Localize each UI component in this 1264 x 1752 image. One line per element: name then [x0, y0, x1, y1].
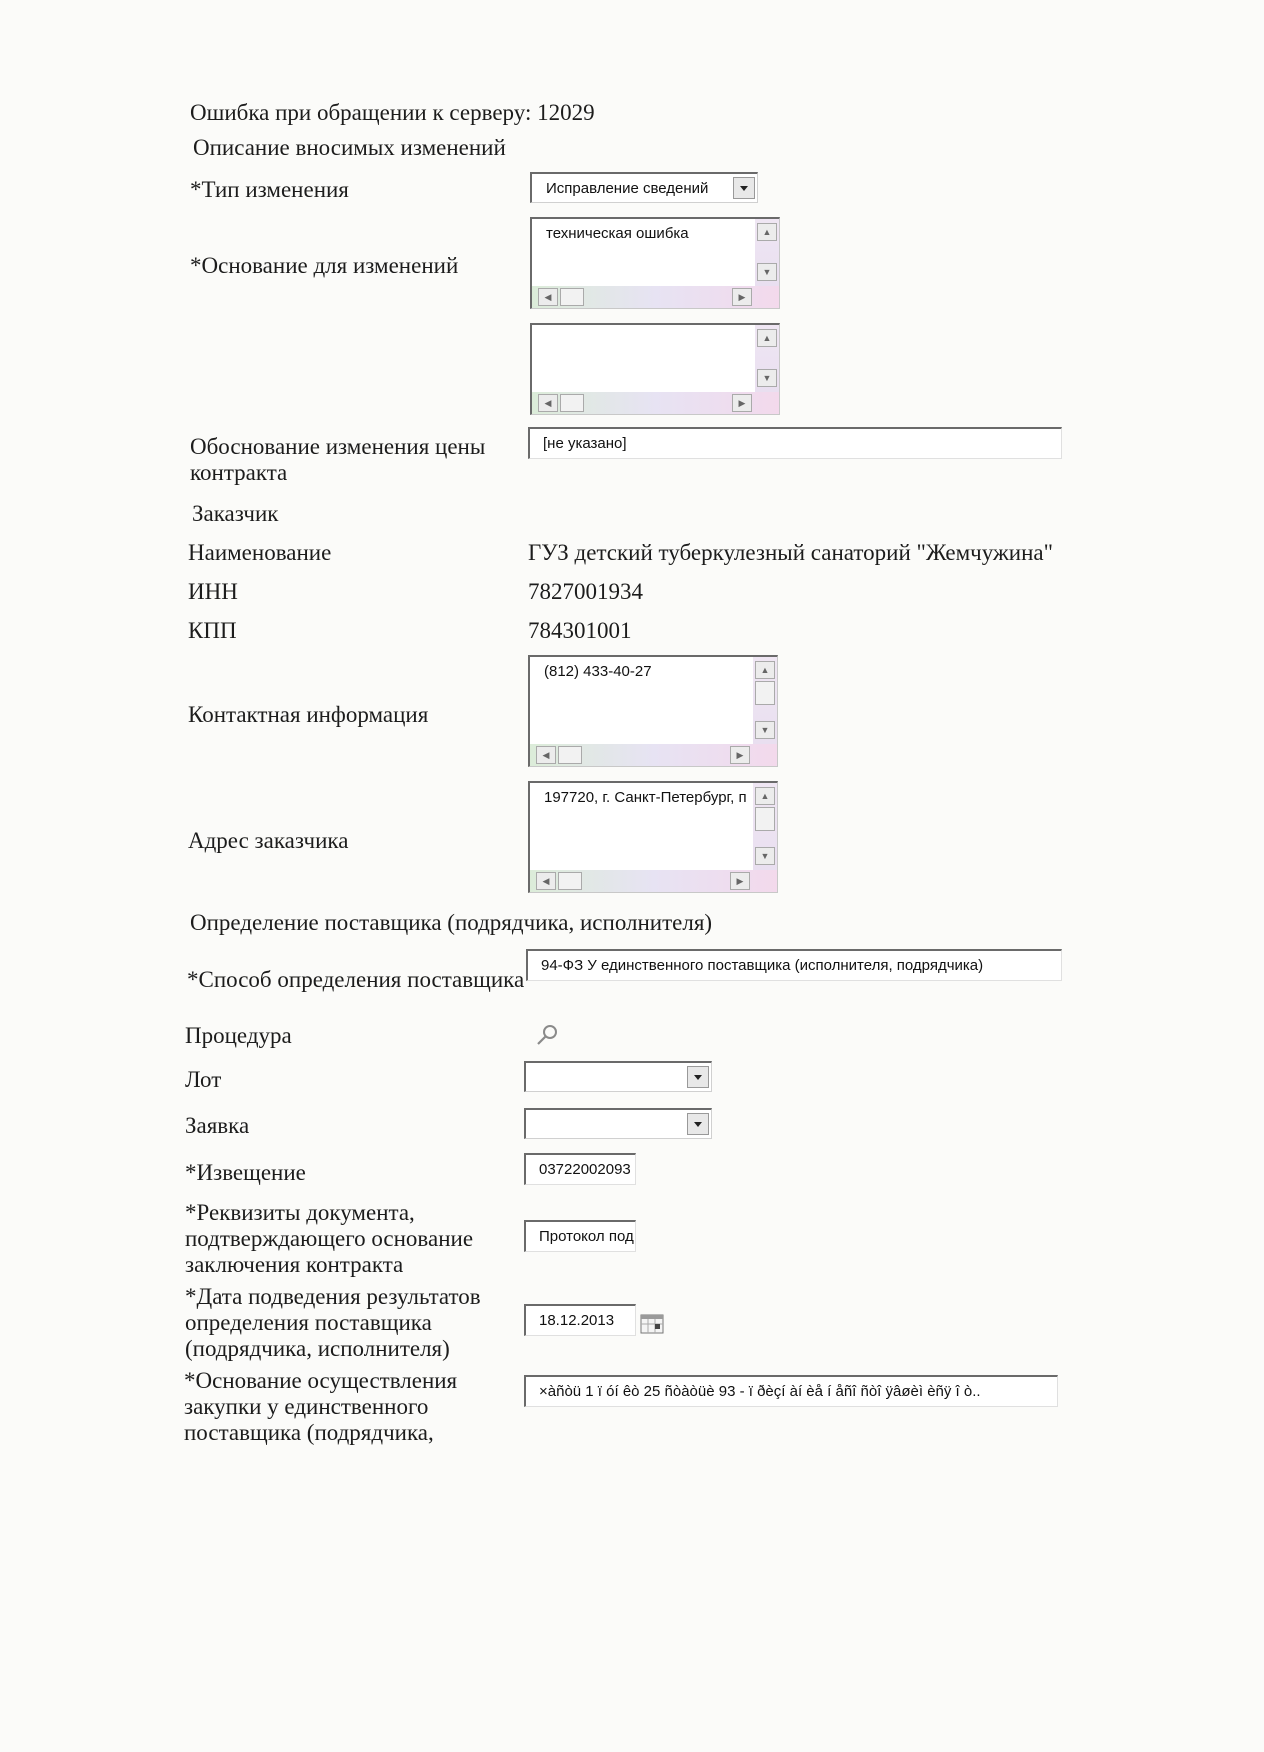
change-extra-textarea[interactable] — [530, 323, 780, 415]
document-value: Протокол под — [539, 1228, 634, 1245]
change-type-select[interactable] — [530, 172, 758, 203]
scroll-left-icon[interactable]: ◀ — [538, 288, 558, 306]
price-justification-input[interactable] — [528, 427, 1062, 459]
supplier-method-label: *Способ определения поставщика — [187, 967, 525, 992]
application-select[interactable] — [524, 1108, 712, 1139]
single-supplier-basis-label-line2: закупки у единственного — [184, 1394, 429, 1419]
customer-name-label: Наименование — [188, 540, 332, 565]
change-basis-value: техническая ошибка — [546, 225, 689, 242]
notice-input[interactable] — [524, 1153, 636, 1185]
scroll-up-icon[interactable]: ▲ — [755, 661, 775, 679]
single-supplier-basis-input[interactable] — [524, 1375, 1058, 1407]
notice-label: *Извещение — [185, 1160, 306, 1185]
notice-value: 03722002093 — [539, 1161, 631, 1178]
single-supplier-basis-label-line3: поставщика (подрядчика, — [184, 1420, 434, 1445]
customer-contact-textarea[interactable] — [528, 655, 778, 767]
change-type-value: Исправление сведений — [546, 180, 709, 197]
chevron-down-icon[interactable] — [687, 1066, 709, 1088]
customer-address-label: Адрес заказчика — [188, 828, 349, 853]
price-justification-value: [не указано] — [543, 435, 627, 452]
customer-contact-value: (812) 433-40-27 — [544, 663, 652, 680]
change-basis-textarea[interactable] — [530, 217, 780, 309]
scroll-left-icon[interactable]: ◀ — [536, 746, 556, 764]
horizontal-scrollbar[interactable] — [530, 870, 777, 892]
vertical-scrollbar[interactable] — [753, 657, 777, 744]
result-date-label-line3: (подрядчика, исполнителя) — [185, 1336, 450, 1361]
chevron-down-icon[interactable] — [687, 1113, 709, 1135]
customer-name-value: ГУЗ детский туберкулезный санаторий "Жемчужина" — [528, 540, 1054, 565]
customer-kpp-label: КПП — [188, 618, 237, 643]
scroll-thumb[interactable] — [558, 746, 582, 764]
scroll-up-icon[interactable]: ▲ — [757, 223, 777, 241]
application-label: Заявка — [185, 1113, 250, 1138]
result-date-label-line2: определения поставщика — [185, 1310, 432, 1335]
supplier-method-input[interactable] — [526, 949, 1062, 981]
change-basis-label: *Основание для изменений — [190, 253, 459, 278]
scroll-left-icon[interactable]: ◀ — [538, 394, 558, 412]
scroll-thumb[interactable] — [560, 288, 584, 306]
horizontal-scrollbar[interactable] — [532, 392, 779, 414]
lot-label: Лот — [185, 1067, 222, 1092]
scroll-down-icon[interactable]: ▼ — [757, 369, 777, 387]
scroll-left-icon[interactable]: ◀ — [536, 872, 556, 890]
scroll-down-icon[interactable]: ▼ — [757, 263, 777, 281]
scroll-thumb[interactable] — [558, 872, 582, 890]
change-type-label: *Тип изменения — [190, 177, 349, 202]
scroll-right-icon[interactable]: ▶ — [732, 394, 752, 412]
document-label-line1: *Реквизиты документа, — [185, 1200, 415, 1225]
scroll-down-icon[interactable]: ▼ — [755, 721, 775, 739]
result-date-label-line1: *Дата подведения результатов — [185, 1284, 481, 1309]
customer-inn-label: ИНН — [188, 579, 238, 604]
single-supplier-basis-value: ×àñòü 1 ï óí êò 25 ñòàòüè 93 - ï ðèçí àí èå í åñî ñòî ÿâøèì èñÿ î ò.. — [539, 1383, 981, 1400]
lot-select[interactable] — [524, 1061, 712, 1092]
customer-address-value: 197720, г. Санкт-Петербург, п — [544, 789, 747, 806]
document-input[interactable] — [524, 1220, 636, 1252]
vertical-scrollbar[interactable] — [755, 219, 779, 286]
vertical-scrollbar[interactable] — [755, 325, 779, 392]
section-title-supplier: Определение поставщика (подрядчика, исполнителя) — [190, 910, 713, 935]
single-supplier-basis-label-line1: *Основание осуществления — [184, 1368, 458, 1393]
scroll-down-icon[interactable]: ▼ — [755, 847, 775, 865]
procedure-label: Процедура — [185, 1023, 292, 1048]
horizontal-scrollbar[interactable] — [532, 286, 779, 308]
price-justification-label-line2: контракта — [190, 460, 288, 485]
scroll-right-icon[interactable]: ▶ — [730, 872, 750, 890]
scroll-up-icon[interactable]: ▲ — [755, 787, 775, 805]
scroll-right-icon[interactable]: ▶ — [730, 746, 750, 764]
scroll-right-icon[interactable]: ▶ — [732, 288, 752, 306]
price-justification-label-line1: Обоснование изменения цены — [190, 434, 486, 459]
calendar-icon[interactable] — [640, 1312, 664, 1334]
server-error-message: Ошибка при обращении к серверу: 12029 — [190, 100, 595, 125]
section-title-changes: Описание вносимых изменений — [193, 135, 506, 160]
supplier-method-value: 94-ФЗ У единственного поставщика (исполнителя, подрядчика) — [541, 957, 984, 974]
document-label-line3: заключения контракта — [185, 1252, 404, 1277]
magnifier-icon[interactable] — [534, 1022, 560, 1048]
document-label-line2: подтверждающего основание — [185, 1226, 474, 1251]
chevron-down-icon[interactable] — [733, 177, 755, 199]
scroll-thumb[interactable] — [560, 394, 584, 412]
scroll-thumb[interactable] — [755, 681, 775, 705]
result-date-value: 18.12.2013 — [539, 1312, 615, 1329]
customer-kpp-value: 784301001 — [528, 618, 632, 643]
result-date-input[interactable] — [524, 1304, 636, 1336]
scroll-up-icon[interactable]: ▲ — [757, 329, 777, 347]
scroll-thumb[interactable] — [755, 807, 775, 831]
customer-address-textarea[interactable] — [528, 781, 778, 893]
section-title-customer: Заказчик — [192, 501, 279, 526]
vertical-scrollbar[interactable] — [753, 783, 777, 870]
customer-contact-label: Контактная информация — [188, 702, 429, 727]
customer-inn-value: 7827001934 — [528, 579, 643, 604]
horizontal-scrollbar[interactable] — [530, 744, 777, 766]
